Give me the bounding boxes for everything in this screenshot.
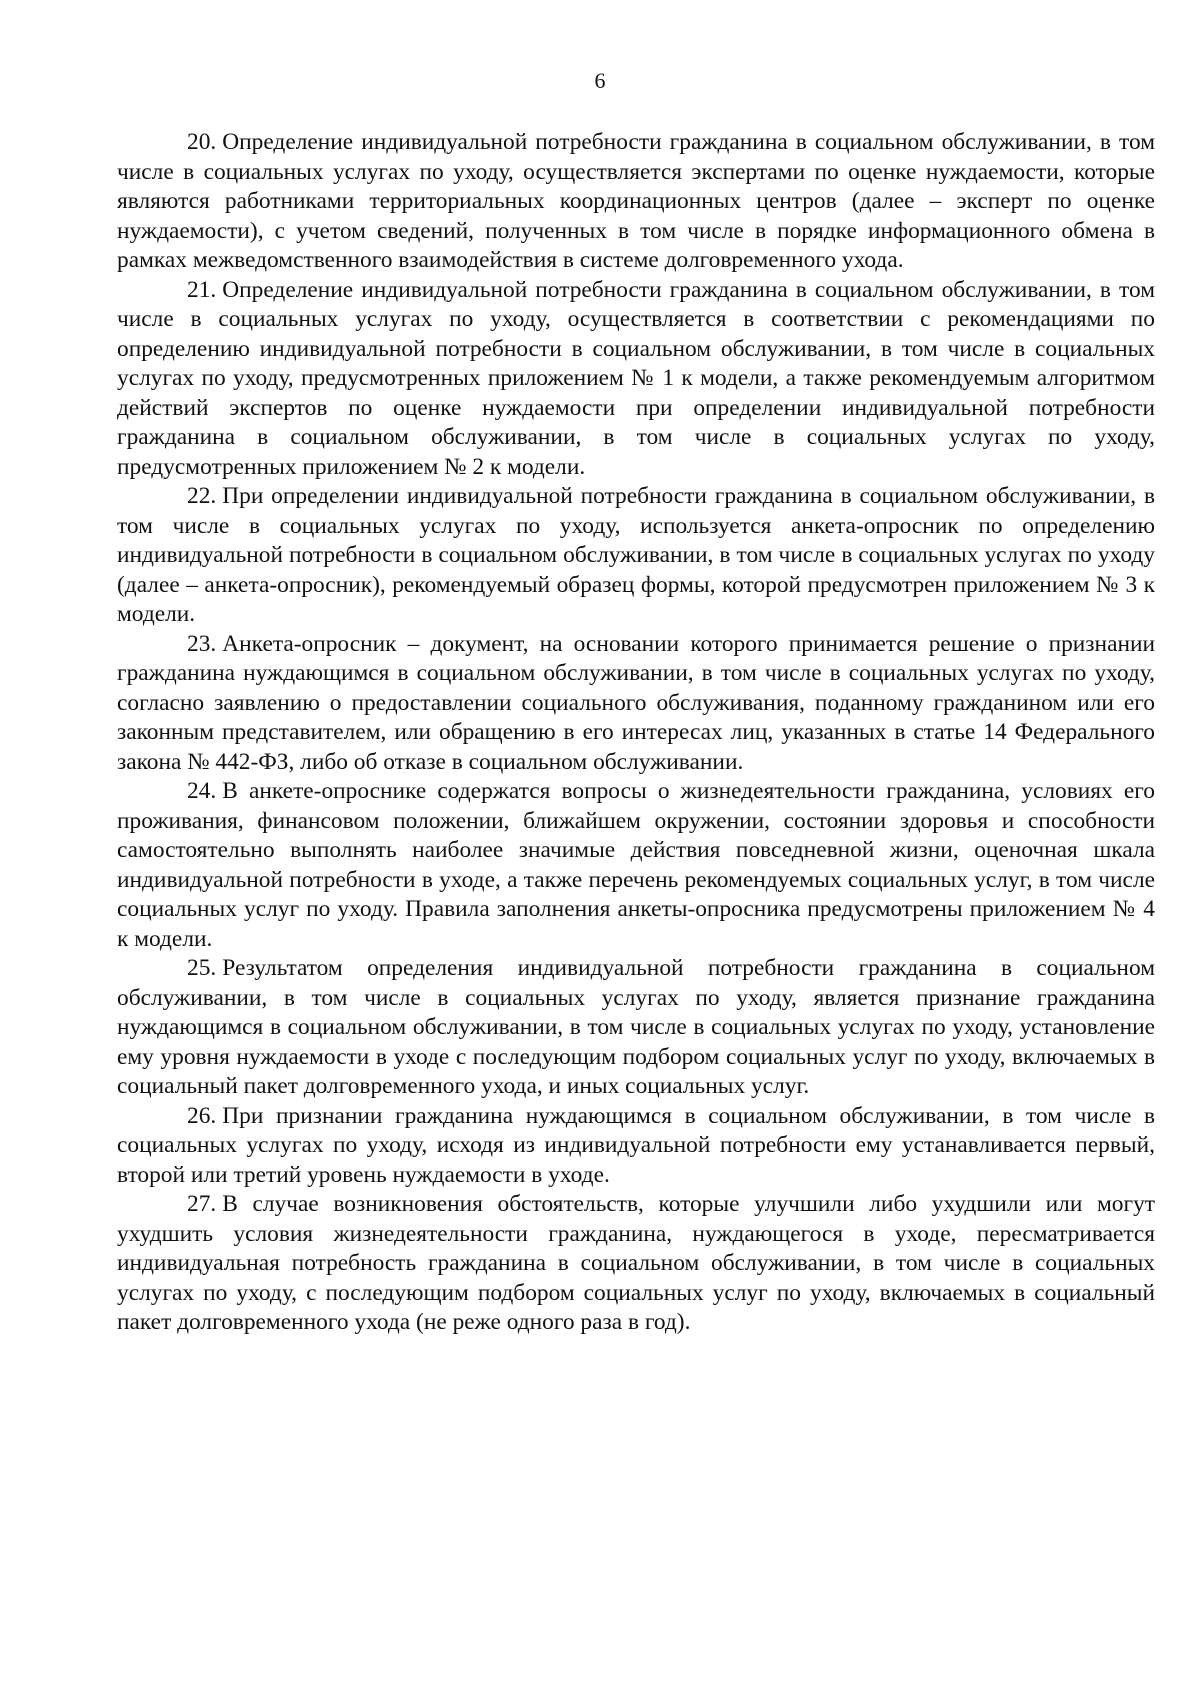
paragraph-number: 24. <box>187 778 217 804</box>
paragraph-text: При определении индивидуальной потребности гражданина в социальном обслуживании, в том числе в социальных услугах по уходу, используется анкета-опросник по определению индивидуальной потребности в социальном обслуживании, в том числе в социальных услугах по уходу (далее – анкета-опросник), рекомендуемый образец формы, которой предусмотрен приложением № 3 к модели. <box>117 483 1155 627</box>
paragraph-number: 21. <box>187 276 217 303</box>
paragraph-text: В случае возникновения обстоятельств, которые улучшили либо ухудшили или могут ухудшить условия жизнедеятельности гражданина, нуждающегося в уходе, пересматривается индивидуальная потребность гражданина в социальном обслуживании, в том числе в социальных услугах по уходу, с последующим подбором социальных услуг по уходу, включаемых в социальный пакет долговременного ухода (не реже одного раза в год). <box>117 1191 1155 1335</box>
paragraph-25 <box>117 954 1155 1102</box>
paragraph-text: Определение индивидуальной потребности гражданина в социальном обслуживании, в том числе в социальных услугах по уходу, осуществляется в соответствии с рекомендациями по определению индивидуальной потребности в социальном обслуживании, в том числе в социальных услугах по уходу, предусмотренных приложением № 1 к модели, а также рекомендуемым алгоритмом действий экспертов по оценке нуждаемости при определении индивидуальной потребности гражданина в социальном обслуживании, в том числе в социальных услугах по уходу, предусмотренных приложением № 2 к модели. <box>117 276 1155 480</box>
paragraph-text: Результатом определения индивидуальной потребности гражданина в социальном обслуживании, в том числе в социальных услугах по уходу, является признание гражданина нуждающимся в социальном обслуживании, в том числе в социальных услугах по уходу, установление ему уровня нуждаемости в уходе с последующим подбором социальных услуг по уходу, включаемых в социальный пакет долговременного ухода, и иных социальных услуг. <box>117 955 1155 1099</box>
paragraph-number: 27. <box>187 1191 217 1217</box>
paragraph-number: 25. <box>187 955 217 981</box>
paragraph-number: 22. <box>187 483 217 509</box>
paragraph-text: Определение индивидуальной потребности гражданина в социальном обслуживании, в том числе в социальных услугах по уходу, осуществляется экспертами по оценке нуждаемости, которые являются работниками территориальных координационных центров (далее – эксперт по оценке нуждаемости), с учетом сведений, полученных в том числе в порядке информационного обмена в рамках межведомственного взаимодействия в системе долговременного ухода. <box>117 129 1155 273</box>
paragraph-number: 26. <box>187 1102 217 1129</box>
paragraph-26 <box>117 1102 1155 1191</box>
paragraph-22 <box>117 482 1155 630</box>
page-number: 6 <box>594 68 606 93</box>
paragraph-text: При признании гражданина нуждающимся в социальном обслуживании, в том числе в социальных услугах по уходу, исходя из индивидуальной потребности ему устанавливается первый, второй или третий уровень нуждаемости в уходе. <box>117 1102 1155 1188</box>
paragraph-23 <box>117 630 1155 778</box>
document-body <box>117 128 1155 1338</box>
paragraph-27 <box>117 1190 1155 1338</box>
paragraph-text: В анкете-опроснике содержатся вопросы о жизнедеятельности гражданина, условиях его проживания, финансовом положении, ближайшем окружении, состоянии здоровья и способности самостоятельно выполнять наиболее значимые действия повседневной жизни, оценочная шкала индивидуальной потребности в уходе, а также перечень рекомендуемых социальных услуг, в том числе социальных услуг по уходу. Правила заполнения анкеты-опросника предусмотрены приложением № 4 к модели. <box>117 778 1155 952</box>
paragraph-24 <box>117 777 1155 954</box>
paragraph-number: 23. <box>187 630 217 657</box>
paragraph-text: Анкета-опросник – документ, на основании которого принимается решение о признании гражданина нуждающимся в социальном обслуживании, в том числе в социальных услугах по уходу, согласно заявлению о предоставлении социального обслуживания, поданному гражданином или его законным представителем, или обращению в его интересах лиц, указанных в статье 14 Федерального закона № 442-ФЗ, либо об отказе в социальном обслуживании. <box>117 630 1155 775</box>
paragraph-number: 20. <box>187 129 217 155</box>
paragraph-21 <box>117 276 1155 483</box>
paragraph-20 <box>117 128 1155 276</box>
